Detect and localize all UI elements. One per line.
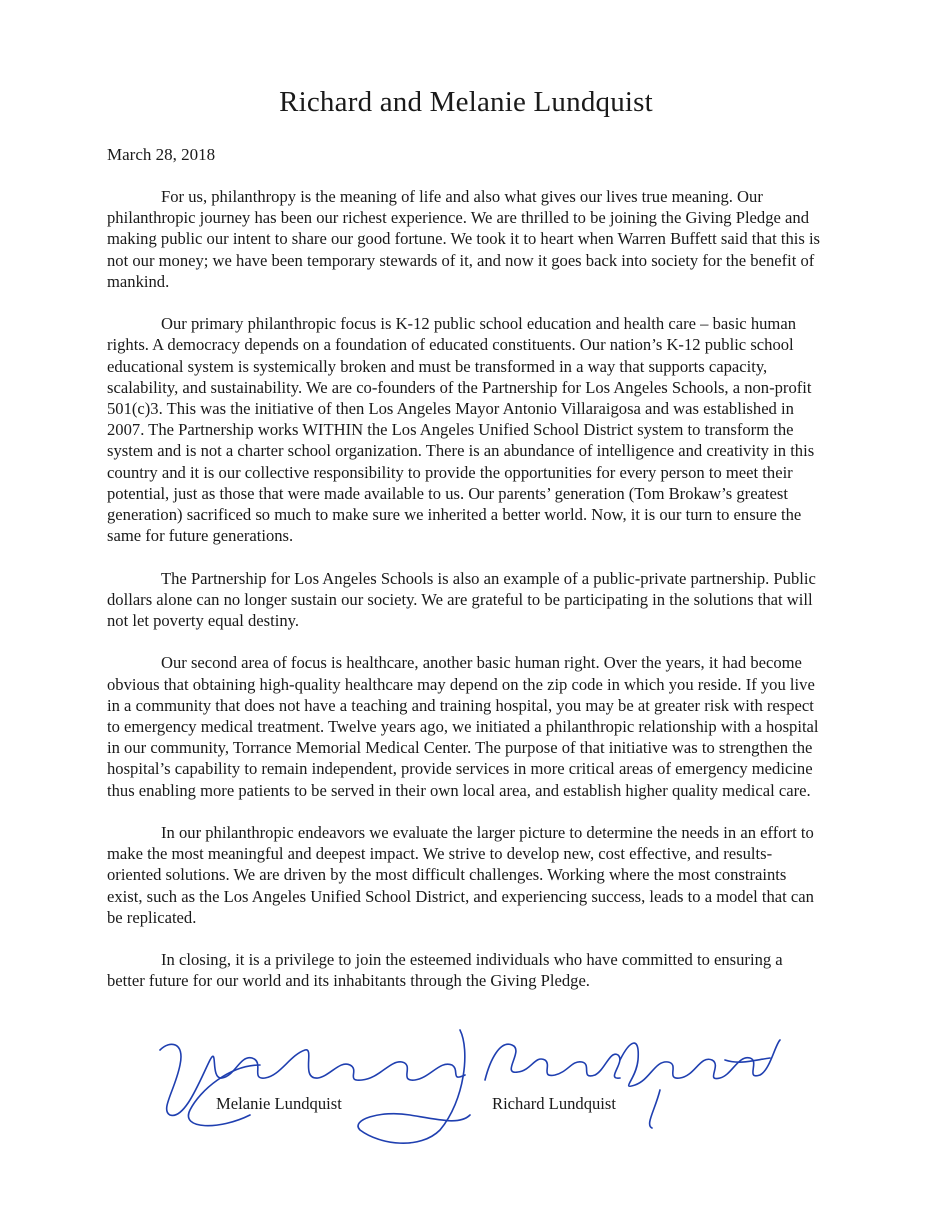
melanie-signature-tail bbox=[358, 1030, 470, 1143]
paragraph: In closing, it is a privilege to join the esteemed individuals who have committed to ensuring a better future for our world and its inhabitants through the Giving Pledge. bbox=[107, 950, 783, 991]
paragraph: Our second area of focus is healthcare, another basic human right. Over the years, it had become obvious that obtaining high-quality healthcare may depend on the zip code in which you reside. If you live in a community that does not have a teaching and training hospital, you may be at greater risk with respect to emergency medical treatment. Twelve years ago, we initiated a philanthropic relationship with a hospital in our community, Torrance Memorial Medical Center. The purpose of that initiative was to strengthen the hospital’s capability to remain independent, provide services in more critical areas of emergency medicine thus enabling more patients to be served in their own local area, and establish higher quality medical care. bbox=[107, 653, 819, 800]
signature-name-melanie: Melanie Lundquist bbox=[216, 1094, 342, 1113]
richard-signature-underline bbox=[650, 1058, 770, 1128]
richard-signature-stroke bbox=[485, 1044, 620, 1080]
letter-title: Richard and Melanie Lundquist bbox=[279, 86, 653, 118]
paragraph: In our philanthropic endeavors we evaluate the larger picture to determine the needs in an effort to make the most meaningful and deepest impact. We strive to develop new, cost effective, and results-oriented solutions. We are driven by the most difficult challenges. Working where the most constraints exist, such as the Los Angeles Unified School District, and experiencing success, leads to a model that can be replicated. bbox=[107, 823, 814, 927]
handwritten-signatures bbox=[140, 1020, 800, 1150]
paragraph: The Partnership for Los Angeles Schools is also an example of a public-private partnership. Public dollars alone can no longer sustain our society. We are grateful to be participating in the solutions that will not let poverty equal destiny. bbox=[107, 568, 816, 631]
signature-name-richard: Richard Lundquist bbox=[492, 1094, 616, 1113]
paragraph: Our primary philanthropic focus is K-12 public school education and health care – basic human rights. A democracy depends on a foundation of educated constituents. Our nation’s K-12 public school educational system is systemically broken and must be transformed in a way that supports capacity, scalability, and sustainability. We are co-founders of the Partnership for Los Angeles Schools, a non-profit 501(c)3. This was the initiative of then Los Angeles Mayor Antonio Villaraigosa and was established in 2007. The Partnership works WITHIN the Los Angeles Unified School District system to transform the system and is not a charter school organization. There is an abundance of intelligence and creativity in this country and it is our collective responsibility to provide the opportunities for every person to meet their potential, just as those that were made available to us. Our parents’ generation (Tom Brokaw’s greatest generation) sacrificed so much to make sure we inherited a better world. Now, it is our turn to ensure the same for future generations. bbox=[107, 314, 815, 546]
letter-body bbox=[107, 186, 823, 1013]
letter-date: March 28, 2018 bbox=[107, 145, 216, 164]
richard-signature-surname bbox=[620, 1040, 780, 1086]
paragraph: For us, philanthropy is the meaning of life and also what gives our lives true meaning. Our philanthropic journey has been our richest experience. We are thrilled to be joining the Giving Pledge and making public our intent to share our good fortune. We took it to heart when Warren Buffett said that this is not our money; we have been temporary stewards of it, and now it goes back into society for the benefit of mankind. bbox=[107, 187, 821, 291]
